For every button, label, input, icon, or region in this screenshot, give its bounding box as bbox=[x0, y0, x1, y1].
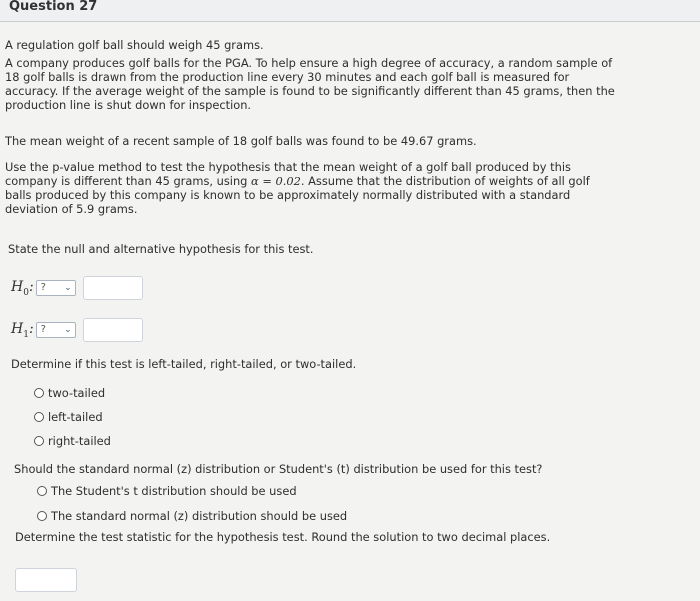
problem-text-line-4: production line is shut down for inspection. bbox=[5, 98, 252, 112]
null-hypothesis-row bbox=[11, 276, 143, 300]
option-label: two-tailed bbox=[48, 386, 106, 400]
option-student-t[interactable] bbox=[37, 484, 297, 499]
option-standard-normal[interactable] bbox=[37, 509, 347, 524]
sample-mean-text: The mean weight of a recent sample of 18 golf balls was found to be 49.67 grams. bbox=[5, 134, 477, 148]
question-title: Question 27 bbox=[9, 0, 98, 14]
null-select-value: ? bbox=[40, 282, 46, 293]
alternative-hypothesis-row bbox=[11, 318, 143, 342]
null-hypothesis-select[interactable] bbox=[36, 280, 76, 296]
radio-button[interactable] bbox=[34, 412, 44, 422]
method-text-line-2 bbox=[5, 174, 590, 189]
h0-colon: : bbox=[28, 278, 34, 295]
alpha-value: α = 0.02 bbox=[251, 174, 301, 188]
method-text-line-2b: . Assume that the distribution of weights of all golf bbox=[300, 174, 590, 188]
alternative-hypothesis-select[interactable] bbox=[36, 322, 76, 338]
radio-button[interactable] bbox=[37, 486, 47, 496]
h1-colon: : bbox=[28, 320, 34, 337]
option-label: The standard normal (z) distribution should be used bbox=[51, 509, 348, 523]
radio-button[interactable] bbox=[37, 511, 47, 521]
problem-text-line-3: accuracy. If the average weight of the sample is found to be significantly different than 45 grams, then the bbox=[5, 84, 615, 98]
alternative-hypothesis-input[interactable] bbox=[83, 318, 143, 342]
h1-letter: H bbox=[11, 320, 24, 337]
distribution-prompt: Should the standard normal (z) distribution or Student's (t) distribution be used for this test? bbox=[14, 462, 543, 476]
option-label: left-tailed bbox=[48, 410, 103, 424]
problem-text-line-2: 18 golf balls is drawn from the production line every 30 minutes and each golf ball is measured for bbox=[5, 70, 570, 84]
radio-button[interactable] bbox=[34, 388, 44, 398]
tail-prompt: Determine if this test is left-tailed, right-tailed, or two-tailed. bbox=[11, 357, 357, 371]
method-text-line-2a: company is different than 45 grams, using bbox=[5, 174, 252, 188]
alternative-hypothesis-label bbox=[11, 321, 34, 340]
method-text-line-4: deviation of 5.9 grams. bbox=[5, 202, 138, 216]
h1-subscript: 1 bbox=[23, 329, 29, 340]
question-header bbox=[0, 0, 700, 22]
method-text-line-3: balls produced by this company is known to be approximately normally distributed with a standard bbox=[5, 188, 571, 202]
statistic-prompt: Determine the test statistic for the hypothesis test. Round the solution to two decimal places. bbox=[15, 530, 551, 544]
option-left-tailed[interactable] bbox=[34, 410, 103, 425]
chevron-down-icon: ⌄ bbox=[64, 325, 72, 335]
alternative-select-value: ? bbox=[40, 324, 46, 335]
hypothesis-prompt: State the null and alternative hypothesis for this test. bbox=[8, 242, 314, 256]
method-text-line-1: Use the p-value method to test the hypothesis that the mean weight of a golf ball produced by this bbox=[5, 160, 571, 174]
problem-intro: A regulation golf ball should weigh 45 grams. bbox=[5, 38, 264, 52]
chevron-down-icon: ⌄ bbox=[64, 283, 72, 293]
h0-letter: H bbox=[11, 278, 24, 295]
null-hypothesis-label bbox=[11, 279, 34, 298]
problem-text-line-1: A company produces golf balls for the PGA. To help ensure a high degree of accuracy, a random sample of bbox=[5, 56, 613, 70]
h0-subscript: 0 bbox=[23, 287, 29, 298]
radio-button[interactable] bbox=[34, 436, 44, 446]
option-label: The Student's t distribution should be used bbox=[51, 484, 297, 498]
option-two-tailed[interactable] bbox=[34, 386, 105, 401]
option-right-tailed[interactable] bbox=[34, 434, 111, 449]
test-statistic-input[interactable] bbox=[15, 568, 77, 592]
null-hypothesis-input[interactable] bbox=[83, 276, 143, 300]
option-label: right-tailed bbox=[48, 434, 111, 448]
